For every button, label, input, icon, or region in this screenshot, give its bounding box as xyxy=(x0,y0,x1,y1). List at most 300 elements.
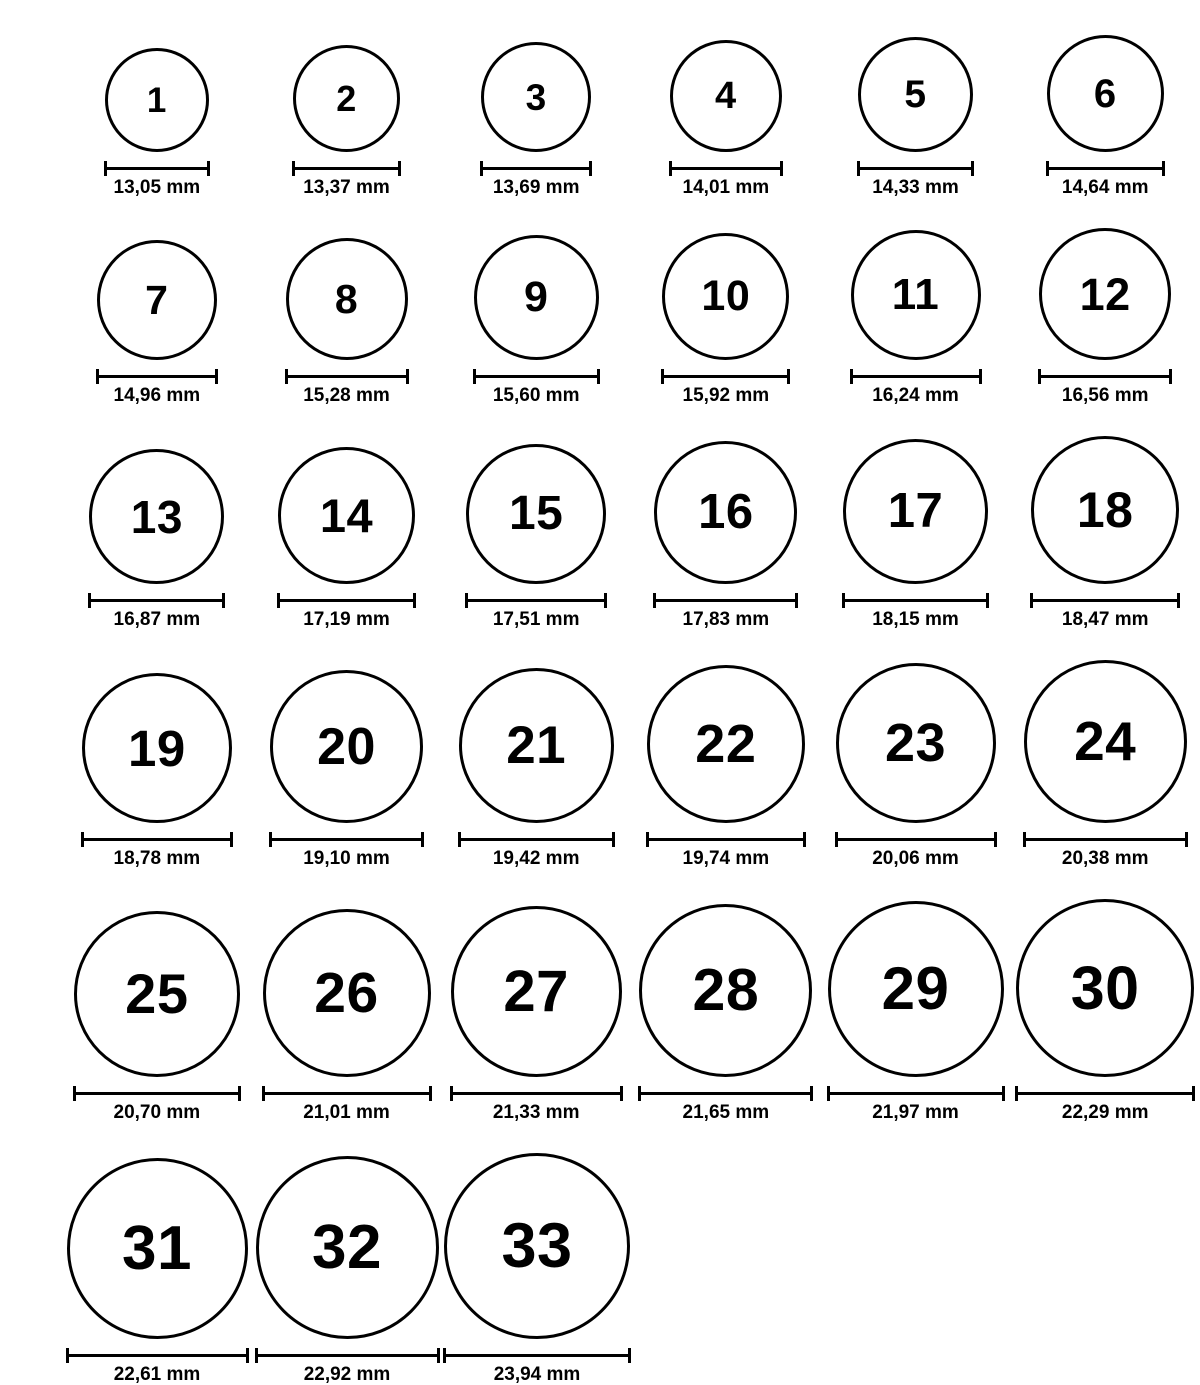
ring-size-number: 14 xyxy=(319,489,374,542)
measure-line xyxy=(850,375,982,378)
ring-size-number: 2 xyxy=(336,77,357,119)
ring-size-number: 23 xyxy=(884,713,947,773)
measure-tick-right xyxy=(222,593,225,608)
diameter-measure-bar xyxy=(857,161,974,173)
ring-circle-wrapper xyxy=(1039,228,1171,360)
ring-size-cell xyxy=(62,1158,252,1384)
ring-circle xyxy=(843,439,988,584)
ring-size-cell xyxy=(1010,35,1200,197)
measure-tick-right xyxy=(246,1348,249,1363)
measure-tick-left xyxy=(850,369,853,384)
ring-size-cell xyxy=(821,663,1011,868)
ring-size-cell xyxy=(441,668,631,868)
measure-line xyxy=(669,167,783,170)
diameter-mm-label: 22,29 mm xyxy=(1061,1102,1149,1123)
measure-line xyxy=(81,838,233,841)
ring-circle-wrapper xyxy=(654,441,797,584)
ring-size-number: 30 xyxy=(1070,953,1140,1022)
ring-circle-wrapper xyxy=(293,45,400,152)
diameter-measure-bar xyxy=(646,832,806,844)
measure-tick-left xyxy=(646,832,649,847)
measure-line xyxy=(835,838,997,841)
measure-line xyxy=(255,1354,440,1357)
measure-tick-right xyxy=(1002,1086,1005,1101)
ring-size-row xyxy=(0,1136,1200,1384)
ring-circle xyxy=(451,906,622,1077)
ring-circle xyxy=(654,441,797,584)
ring-size-cell xyxy=(1010,436,1200,629)
ring-circle-wrapper xyxy=(1047,35,1164,152)
measure-line xyxy=(638,1092,813,1095)
measure-tick-right xyxy=(1192,1086,1195,1101)
ring-size-number: 9 xyxy=(523,273,549,321)
measure-tick-left xyxy=(827,1086,830,1101)
measure-line xyxy=(104,167,210,170)
ring-size-cell xyxy=(442,1153,632,1384)
measure-tick-right xyxy=(207,161,210,176)
ring-circle xyxy=(1031,436,1179,584)
ring-circle xyxy=(74,911,240,1077)
measure-tick-right xyxy=(971,161,974,176)
measure-tick-left xyxy=(96,369,99,384)
diameter-mm-label: 13,05 mm xyxy=(113,177,201,198)
measure-tick-right xyxy=(238,1086,241,1101)
measure-tick-right xyxy=(437,1348,440,1363)
diameter-mm-label: 17,19 mm xyxy=(303,609,390,630)
ring-circle-wrapper xyxy=(67,1158,248,1339)
ring-circle-wrapper xyxy=(444,1153,630,1339)
ring-size-cell xyxy=(252,1156,442,1384)
measure-tick-left xyxy=(857,161,860,176)
measure-line xyxy=(1038,375,1172,378)
diameter-mm-label: 21,33 mm xyxy=(492,1102,580,1123)
diameter-mm-label: 20,38 mm xyxy=(1061,848,1149,869)
diameter-mm-label: 17,51 mm xyxy=(492,609,580,630)
measure-tick-left xyxy=(255,1348,258,1363)
diameter-measure-bar xyxy=(104,161,210,173)
diameter-mm-label: 13,69 mm xyxy=(492,177,580,198)
ring-circle xyxy=(647,665,805,823)
diameter-mm-label: 16,24 mm xyxy=(872,385,959,406)
diameter-measure-bar xyxy=(850,369,982,381)
measure-tick-right xyxy=(1185,832,1188,847)
ring-size-cell xyxy=(631,665,821,868)
diameter-mm-label: 23,94 mm xyxy=(493,1364,581,1385)
ring-size-number: 29 xyxy=(881,955,950,1022)
measure-line xyxy=(465,599,607,602)
diameter-measure-bar xyxy=(638,1086,813,1098)
measure-line xyxy=(646,838,806,841)
ring-circle xyxy=(278,447,415,584)
diameter-mm-label: 21,65 mm xyxy=(682,1102,770,1123)
ring-circle-wrapper xyxy=(97,240,217,360)
ring-size-number: 18 xyxy=(1076,482,1134,538)
measure-tick-left xyxy=(88,593,91,608)
ring-size-cell xyxy=(252,238,442,405)
ring-circle-wrapper xyxy=(1024,660,1187,823)
ring-circle xyxy=(286,238,408,360)
measure-tick-right xyxy=(597,369,600,384)
measure-line xyxy=(73,1092,241,1095)
measure-line xyxy=(292,167,401,170)
measure-tick-left xyxy=(473,369,476,384)
ring-circle-wrapper xyxy=(270,670,423,823)
ring-circle xyxy=(828,901,1004,1077)
ring-size-number: 19 xyxy=(127,719,186,777)
measure-line xyxy=(1023,838,1188,841)
ring-size-number: 6 xyxy=(1093,71,1117,116)
ring-circle xyxy=(97,240,217,360)
ring-size-number: 12 xyxy=(1079,268,1131,320)
ring-size-number: 13 xyxy=(130,490,183,543)
ring-circle-wrapper xyxy=(89,449,224,584)
ring-circle-wrapper xyxy=(639,904,812,1077)
measure-tick-right xyxy=(1162,161,1165,176)
ring-circle xyxy=(1039,228,1171,360)
ring-size-cell xyxy=(441,906,631,1122)
measure-tick-right xyxy=(979,369,982,384)
diameter-measure-bar xyxy=(292,161,401,173)
measure-tick-left xyxy=(835,832,838,847)
diameter-mm-label: 15,60 mm xyxy=(492,385,580,406)
measure-tick-left xyxy=(465,593,468,608)
diameter-measure-bar xyxy=(480,161,592,173)
diameter-mm-label: 15,28 mm xyxy=(303,385,390,406)
ring-size-cell xyxy=(631,40,821,197)
diameter-measure-bar xyxy=(1023,832,1188,844)
ring-size-number: 1 xyxy=(146,80,167,120)
measure-line xyxy=(827,1092,1005,1095)
ring-circle-wrapper xyxy=(286,238,408,360)
ring-circle-wrapper xyxy=(256,1156,439,1339)
ring-circle xyxy=(639,904,812,1077)
ring-size-cell xyxy=(252,909,442,1122)
ring-size-number: 31 xyxy=(122,1213,192,1283)
ring-circle xyxy=(858,37,973,152)
ring-circle xyxy=(851,230,981,360)
diameter-mm-label: 13,37 mm xyxy=(303,177,390,198)
measure-line xyxy=(653,599,798,602)
measure-tick-left xyxy=(285,369,288,384)
ring-size-number: 27 xyxy=(503,958,569,1024)
measure-line xyxy=(88,599,225,602)
ring-size-cell xyxy=(252,670,442,868)
measure-line xyxy=(480,167,592,170)
measure-tick-right xyxy=(986,593,989,608)
measure-tick-left xyxy=(1015,1086,1018,1101)
ring-size-number: 22 xyxy=(695,714,757,774)
diameter-measure-bar xyxy=(277,593,416,605)
measure-tick-left xyxy=(73,1086,76,1101)
measure-tick-right xyxy=(429,1086,432,1101)
ring-circle xyxy=(670,40,782,152)
ring-size-cell xyxy=(1010,228,1200,405)
measure-line xyxy=(269,838,424,841)
measure-tick-left xyxy=(450,1086,453,1101)
measure-line xyxy=(66,1354,249,1357)
measure-tick-right xyxy=(406,369,409,384)
ring-circle-wrapper xyxy=(474,235,599,360)
ring-size-number: 24 xyxy=(1074,710,1137,772)
ring-circle-wrapper xyxy=(481,42,591,152)
measure-line xyxy=(661,375,790,378)
ring-circle-wrapper xyxy=(843,439,988,584)
ring-circle xyxy=(293,45,400,152)
ring-size-cell xyxy=(62,240,252,405)
measure-tick-left xyxy=(1023,832,1026,847)
diameter-measure-bar xyxy=(255,1348,440,1360)
measure-tick-left xyxy=(262,1086,265,1101)
diameter-measure-bar xyxy=(73,1086,241,1098)
ring-size-cell xyxy=(821,901,1011,1122)
diameter-mm-label: 14,01 mm xyxy=(682,177,770,198)
ring-circle xyxy=(1016,899,1194,1077)
measure-line xyxy=(857,167,974,170)
diameter-mm-label: 21,01 mm xyxy=(303,1102,390,1123)
measure-tick-right xyxy=(795,593,798,608)
measure-tick-left xyxy=(458,832,461,847)
diameter-measure-bar xyxy=(842,593,989,605)
ring-size-cell xyxy=(62,911,252,1122)
diameter-mm-label: 18,47 mm xyxy=(1061,609,1149,630)
ring-size-number: 33 xyxy=(501,1210,573,1281)
ring-circle-wrapper xyxy=(459,668,614,823)
ring-size-cell xyxy=(631,233,821,405)
measure-tick-left xyxy=(292,161,295,176)
ring-circle-wrapper xyxy=(670,40,782,152)
ring-size-number: 10 xyxy=(701,272,751,320)
diameter-measure-bar xyxy=(835,832,997,844)
measure-tick-right xyxy=(628,1348,631,1363)
diameter-measure-bar xyxy=(827,1086,1005,1098)
diameter-measure-bar xyxy=(1030,593,1180,605)
ring-size-number: 5 xyxy=(904,73,927,116)
diameter-mm-label: 20,06 mm xyxy=(872,848,959,869)
measure-tick-left xyxy=(842,593,845,608)
measure-tick-left xyxy=(480,161,483,176)
ring-size-cell xyxy=(1010,899,1200,1122)
ring-circle xyxy=(256,1156,439,1339)
measure-tick-right xyxy=(398,161,401,176)
diameter-measure-bar xyxy=(443,1348,631,1360)
diameter-mm-label: 21,97 mm xyxy=(872,1102,959,1123)
diameter-measure-bar xyxy=(262,1086,432,1098)
ring-size-number: 8 xyxy=(334,275,359,322)
diameter-mm-label: 14,96 mm xyxy=(113,385,201,406)
measure-tick-right xyxy=(612,832,615,847)
ring-circle xyxy=(662,233,789,360)
ring-size-cell xyxy=(441,444,631,629)
measure-line xyxy=(285,375,409,378)
measure-tick-right xyxy=(230,832,233,847)
ring-size-number: 11 xyxy=(891,270,940,319)
ring-size-number: 21 xyxy=(506,716,567,775)
ring-circle-wrapper xyxy=(858,37,973,152)
diameter-measure-bar xyxy=(1038,369,1172,381)
measure-tick-left xyxy=(1038,369,1041,384)
ring-size-number: 15 xyxy=(508,487,564,540)
diameter-measure-bar xyxy=(1046,161,1165,173)
ring-circle xyxy=(459,668,614,823)
measure-tick-left xyxy=(638,1086,641,1101)
measure-tick-right xyxy=(604,593,607,608)
diameter-measure-bar xyxy=(661,369,790,381)
ring-size-number: 20 xyxy=(317,717,376,776)
ring-size-row xyxy=(0,643,1200,868)
measure-line xyxy=(1046,167,1165,170)
ring-circle-wrapper xyxy=(451,906,622,1077)
diameter-measure-bar xyxy=(88,593,225,605)
measure-tick-right xyxy=(215,369,218,384)
measure-line xyxy=(262,1092,432,1095)
ring-circle xyxy=(67,1158,248,1339)
ring-circle-wrapper xyxy=(82,673,232,823)
diameter-measure-bar xyxy=(669,161,783,173)
diameter-mm-label: 20,70 mm xyxy=(113,1102,201,1123)
ring-size-number: 7 xyxy=(145,276,169,323)
ring-circle-wrapper xyxy=(836,663,996,823)
measure-tick-left xyxy=(269,832,272,847)
ring-size-row xyxy=(0,18,1200,197)
ring-size-cell xyxy=(252,447,442,629)
measure-line xyxy=(1030,599,1180,602)
ring-size-cell xyxy=(252,45,442,197)
ring-size-cell xyxy=(631,904,821,1122)
measure-tick-left xyxy=(81,832,84,847)
diameter-mm-label: 16,56 mm xyxy=(1061,385,1149,406)
diameter-mm-label: 18,78 mm xyxy=(113,848,201,869)
ring-circle xyxy=(89,449,224,584)
measure-tick-left xyxy=(443,1348,446,1363)
ring-circle xyxy=(444,1153,630,1339)
ring-size-cell xyxy=(821,230,1011,405)
ring-circle-wrapper xyxy=(1016,899,1194,1077)
ring-size-row xyxy=(0,419,1200,629)
measure-tick-right xyxy=(1169,369,1172,384)
measure-tick-right xyxy=(994,832,997,847)
measure-tick-left xyxy=(66,1348,69,1363)
diameter-mm-label: 14,64 mm xyxy=(1061,177,1149,198)
diameter-measure-bar xyxy=(285,369,409,381)
diameter-measure-bar xyxy=(450,1086,623,1098)
ring-circle-wrapper xyxy=(647,665,805,823)
ring-circle-wrapper xyxy=(1031,436,1179,584)
diameter-mm-label: 14,33 mm xyxy=(872,177,959,198)
ring-circle-wrapper xyxy=(851,230,981,360)
measure-line xyxy=(96,375,218,378)
measure-tick-right xyxy=(787,369,790,384)
measure-tick-right xyxy=(1177,593,1180,608)
diameter-measure-bar xyxy=(473,369,600,381)
measure-tick-left xyxy=(653,593,656,608)
measure-tick-right xyxy=(810,1086,813,1101)
ring-circle xyxy=(466,444,606,584)
measure-tick-right xyxy=(620,1086,623,1101)
diameter-mm-label: 18,15 mm xyxy=(872,609,959,630)
ring-circle-wrapper xyxy=(278,447,415,584)
diameter-mm-label: 16,87 mm xyxy=(113,609,201,630)
diameter-measure-bar xyxy=(269,832,424,844)
ring-size-cell xyxy=(441,235,631,405)
measure-tick-left xyxy=(277,593,280,608)
ring-circle xyxy=(481,42,591,152)
ring-size-cell xyxy=(1010,660,1200,868)
diameter-measure-bar xyxy=(458,832,615,844)
ring-circle xyxy=(1024,660,1187,823)
ring-circle-wrapper xyxy=(466,444,606,584)
diameter-measure-bar xyxy=(81,832,233,844)
ring-circle xyxy=(105,48,209,152)
diameter-measure-bar xyxy=(96,369,218,381)
measure-line xyxy=(842,599,989,602)
measure-tick-left xyxy=(669,161,672,176)
ring-circle-wrapper xyxy=(105,48,209,152)
ring-size-cell xyxy=(821,37,1011,197)
measure-tick-left xyxy=(1030,593,1033,608)
measure-tick-right xyxy=(413,593,416,608)
measure-line xyxy=(443,1354,631,1357)
ring-circle-wrapper xyxy=(263,909,431,1077)
diameter-mm-label: 19,42 mm xyxy=(492,848,580,869)
ring-size-row xyxy=(0,211,1200,405)
ring-size-number: 26 xyxy=(314,960,379,1025)
measure-line xyxy=(1015,1092,1195,1095)
diameter-mm-label: 19,74 mm xyxy=(682,848,770,869)
measure-tick-right xyxy=(421,832,424,847)
diameter-mm-label: 22,61 mm xyxy=(113,1364,201,1385)
diameter-mm-label: 19,10 mm xyxy=(303,848,390,869)
ring-size-number: 4 xyxy=(715,75,737,117)
measure-tick-left xyxy=(104,161,107,176)
diameter-mm-label: 22,92 mm xyxy=(303,1364,391,1385)
ring-size-cell xyxy=(62,449,252,629)
diameter-mm-label: 17,83 mm xyxy=(682,609,770,630)
measure-tick-left xyxy=(661,369,664,384)
ring-size-cell xyxy=(62,673,252,868)
ring-size-cell xyxy=(821,439,1011,629)
diameter-measure-bar xyxy=(653,593,798,605)
diameter-measure-bar xyxy=(1015,1086,1195,1098)
ring-circle xyxy=(82,673,232,823)
diameter-measure-bar xyxy=(66,1348,249,1360)
diameter-mm-label: 15,92 mm xyxy=(682,385,770,406)
ring-circle xyxy=(263,909,431,1077)
ring-size-cell xyxy=(441,42,631,197)
diameter-measure-bar xyxy=(465,593,607,605)
ring-size-cell xyxy=(631,441,821,629)
ring-size-number: 32 xyxy=(312,1212,382,1282)
ring-size-number: 25 xyxy=(125,962,189,1025)
ring-size-number: 3 xyxy=(525,76,547,118)
ring-circle xyxy=(836,663,996,823)
measure-line xyxy=(473,375,600,378)
ring-size-number: 17 xyxy=(887,484,944,538)
ring-size-row xyxy=(0,882,1200,1122)
measure-tick-right xyxy=(803,832,806,847)
measure-tick-right xyxy=(589,161,592,176)
ring-size-cell xyxy=(62,48,252,197)
measure-line xyxy=(277,599,416,602)
measure-tick-left xyxy=(1046,161,1049,176)
ring-circle xyxy=(270,670,423,823)
measure-line xyxy=(450,1092,623,1095)
ring-circle-wrapper xyxy=(828,901,1004,1077)
ring-size-number: 28 xyxy=(692,957,760,1023)
ring-circle xyxy=(1047,35,1164,152)
ring-circle-wrapper xyxy=(74,911,240,1077)
ring-circle xyxy=(474,235,599,360)
ring-size-number: 16 xyxy=(698,485,754,539)
